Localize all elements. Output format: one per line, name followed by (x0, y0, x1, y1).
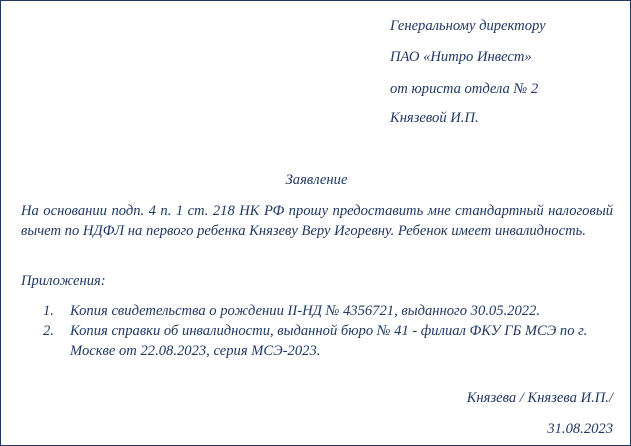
attachment-item (43, 301, 615, 321)
application-body: На основании подп. 4 п. 1 ст. 218 НК РФ прошу предоставить мне стандартный налоговый вычет по НДФЛ на первого ребенка Князеву Веру Игоревну. Ребенок имеет инвалидность. (21, 203, 613, 239)
attachment-item (43, 321, 615, 361)
sender-name: Князевой И.П. (390, 110, 479, 126)
addressee-position: Генеральному директору (390, 18, 546, 34)
attachments-list (43, 301, 615, 361)
attachment-text: Копия справки об инвалидности, выданной бюро № 41 - филиал ФКУ ГБ МСЭ по г. Москве от 22.08.2023, серия МСЭ-2023. (70, 323, 588, 359)
signature: Князева / Князева И.П./ (466, 390, 613, 406)
document-date: 31.08.2023 (547, 421, 613, 437)
document-title: Заявление (285, 172, 348, 188)
attachment-number: 1. (43, 303, 54, 319)
attachment-text: Копия свидетельства о рождении II-НД № 4356721, выданного 30.05.2022. (70, 303, 541, 319)
addressee-company: ПАО «Нитро Инвест» (390, 49, 532, 65)
sender-position: от юриста отдела № 2 (390, 81, 539, 97)
attachments-label: Приложения: (21, 273, 106, 289)
attachment-number: 2. (43, 323, 54, 339)
